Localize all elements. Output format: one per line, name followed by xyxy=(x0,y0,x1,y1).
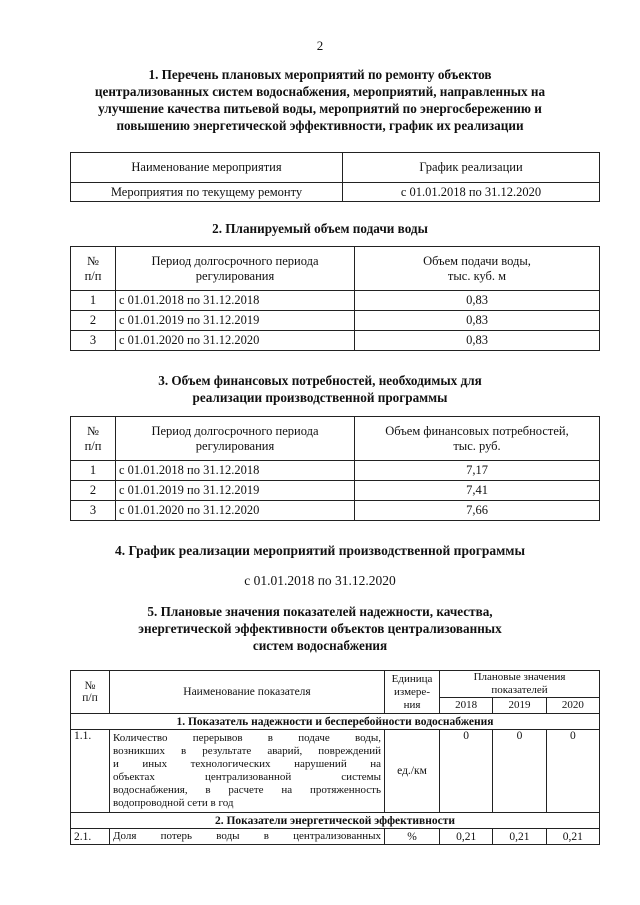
section5-title: 5. Плановые значения показателей надежности, качества, энергетической эффективности объектов централизованных систем водоснабжения xyxy=(138,604,502,653)
table-row: 2 с 01.01.2019 по 31.12.2019 0,83 xyxy=(71,311,600,331)
section3-table xyxy=(70,416,600,521)
section3-header-num: № п/п xyxy=(71,417,116,461)
group1-header: 1. Показатель надежности и бесперебойности водоснабжения xyxy=(71,714,600,730)
section3-title: 3. Объем финансовых потребностей, необходимых для реализации производственной программы xyxy=(158,373,482,405)
year-2020: 2020 xyxy=(546,698,599,714)
section1-title: 1. Перечень плановых мероприятий по ремонту объектов централизованных систем водоснабжения, мероприятий, направленных на улучшение качества питьевой воды, мероприятий по энергосбережению и повышению энергетической эффективности, график их реализации xyxy=(94,67,546,133)
table-row: 1 с 01.01.2018 по 31.12.2018 7,17 xyxy=(71,461,600,481)
section2-title: 2. Планируемый объем подачи воды xyxy=(212,221,428,236)
section5-header-plan: Плановые значения показателей xyxy=(440,671,600,698)
page-number: 2 xyxy=(316,38,324,53)
section1-cell-activity: Мероприятия по текущему ремонту xyxy=(71,183,343,202)
section5-header-name: Наименование показателя xyxy=(110,671,385,714)
section2-header-volume: Объем подачи воды, тыс. куб. м xyxy=(355,247,600,291)
section2-header-num: № п/п xyxy=(71,247,116,291)
year-2018: 2018 xyxy=(440,698,493,714)
section4-title: 4. График реализации мероприятий производственной программы xyxy=(114,543,526,558)
section1-table xyxy=(70,152,600,202)
table-row: 1 с 01.01.2018 по 31.12.2018 0,83 xyxy=(71,291,600,311)
group2-header: 2. Показатели энергетической эффективности xyxy=(71,813,600,829)
row1-name: Количество перерывов в подаче воды, возникших в результате аварий, повреждений и иных технологических нарушений на объектах централизованной системы водоснабжения, в расчете на протяженность водопроводной сети в год xyxy=(110,730,385,813)
section3-header-period: Период долгосрочного периода регулирования xyxy=(116,417,355,461)
section5-header-num: № п/п xyxy=(71,671,110,714)
section4-period: с 01.01.2018 по 31.12.2020 xyxy=(244,573,396,588)
section1-cell-period: с 01.01.2018 по 31.12.2020 xyxy=(343,183,600,202)
section1-header-schedule: График реализации xyxy=(343,153,600,183)
table-row: 2 с 01.01.2019 по 31.12.2019 7,41 xyxy=(71,481,600,501)
section2-header-period: Период долгосрочного периода регулирования xyxy=(116,247,355,291)
table-row: 3 с 01.01.2020 по 31.12.2020 7,66 xyxy=(71,501,600,521)
section2-table xyxy=(70,246,600,351)
table-row: 3 с 01.01.2020 по 31.12.2020 0,83 xyxy=(71,331,600,351)
table-row: 2.1. Доля потерь воды в централизованных % 0,21 0,21 0,21 xyxy=(71,829,600,845)
section3-header-finance: Объем финансовых потребностей, тыс. руб. xyxy=(355,417,600,461)
section5-table xyxy=(70,670,600,845)
section1-header-name: Наименование мероприятия xyxy=(71,153,343,183)
year-2019: 2019 xyxy=(493,698,546,714)
section5-header-unit: Единица измере- ния xyxy=(385,671,440,714)
table-row: 1.1. Количество перерывов в подаче воды, возникших в результате аварий, повреждений и иных технологических нарушений на объектах централизованной системы водоснабжения, в расчете на протяженность водопроводной сети в год ед./км 0 0 0 xyxy=(71,730,600,813)
